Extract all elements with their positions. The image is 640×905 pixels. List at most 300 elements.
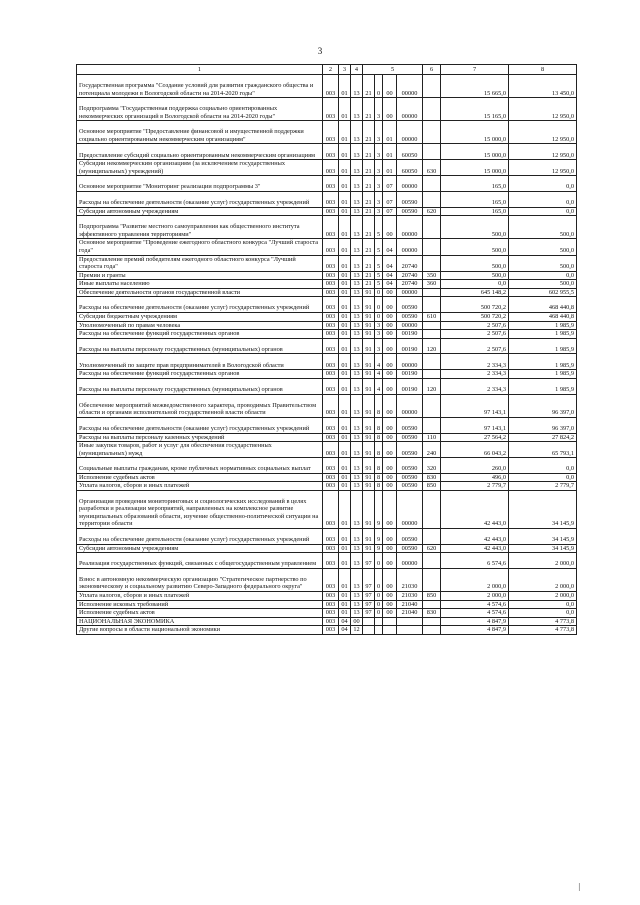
- row-target-code: 91: [363, 313, 375, 322]
- row-expense-type: 830: [423, 473, 441, 482]
- row-amount-2: 500,0: [509, 280, 577, 289]
- row-target-code: 00: [383, 288, 397, 297]
- row-subsection-code: 13: [351, 482, 363, 491]
- row-subsection-code: 13: [351, 354, 363, 370]
- row-expense-type: [423, 98, 441, 121]
- row-target-code: 9: [375, 544, 383, 553]
- row-subsection-code: 13: [351, 207, 363, 216]
- row-target-code: 00: [383, 321, 397, 330]
- row-target-code: 00590: [397, 191, 423, 207]
- row-target-code: 00000: [397, 491, 423, 529]
- row-target-code: 0: [375, 75, 383, 98]
- row-subsection-code: 13: [351, 313, 363, 322]
- row-expense-type: [423, 121, 441, 144]
- row-amount-2: 2 779,7: [509, 482, 577, 491]
- row-expense-type: 240: [423, 442, 441, 458]
- row-amount-2: 2 000,0: [509, 568, 577, 591]
- budget-table: [76, 64, 577, 635]
- row-section-code: 01: [339, 458, 351, 474]
- row-subsection-code: 13: [351, 394, 363, 417]
- row-target-code: 21040: [397, 600, 423, 609]
- row-target-code: 20740: [397, 271, 423, 280]
- row-section-code: 01: [339, 591, 351, 600]
- row-amount-2: 4 773,8: [509, 626, 577, 635]
- row-target-code: 00: [383, 600, 397, 609]
- row-target-code: 00000: [397, 98, 423, 121]
- row-subsection-code: 13: [351, 160, 363, 176]
- row-name: Расходы на выплаты персоналу казенных учреждений: [77, 433, 323, 442]
- row-target-code: 00: [383, 491, 397, 529]
- row-subsection-code: 13: [351, 98, 363, 121]
- row-ved-code: 003: [323, 370, 339, 379]
- row-target-code: 21: [363, 271, 375, 280]
- row-section-code: 01: [339, 330, 351, 339]
- row-target-code: 00: [383, 216, 397, 239]
- row-name: Исполнение исковых требований: [77, 600, 323, 609]
- row-amount-1: 260,0: [441, 458, 509, 474]
- row-section-code: 01: [339, 121, 351, 144]
- row-expense-type: [423, 394, 441, 417]
- row-subsection-code: 13: [351, 417, 363, 433]
- row-target-code: 97: [363, 609, 375, 618]
- row-target-code: 00590: [397, 297, 423, 313]
- row-amount-2: 0,0: [509, 473, 577, 482]
- row-target-code: 00: [383, 609, 397, 618]
- row-target-code: 21040: [397, 609, 423, 618]
- row-ved-code: 003: [323, 98, 339, 121]
- row-target-code: 00000: [397, 394, 423, 417]
- row-target-code: 91: [363, 458, 375, 474]
- row-subsection-code: 13: [351, 553, 363, 569]
- table-row: [77, 280, 577, 289]
- row-target-code: 5: [375, 239, 383, 255]
- row-target-code: 91: [363, 417, 375, 433]
- row-ved-code: 003: [323, 473, 339, 482]
- row-target-code: 00: [383, 473, 397, 482]
- row-amount-1: 645 148,2: [441, 288, 509, 297]
- row-target-code: 00190: [397, 330, 423, 339]
- row-expense-type: 850: [423, 591, 441, 600]
- row-ved-code: 003: [323, 354, 339, 370]
- row-section-code: 01: [339, 338, 351, 354]
- row-name: Подпрограмма "Развитие местного самоуправления как общественного института эффективного управления территориями": [77, 216, 323, 239]
- row-ved-code: 003: [323, 239, 339, 255]
- row-section-code: 01: [339, 491, 351, 529]
- row-subsection-code: 13: [351, 288, 363, 297]
- row-expense-type: 320: [423, 458, 441, 474]
- header-cell: 1: [77, 65, 323, 75]
- row-name: Социальные выплаты гражданам, кроме публичных нормативных социальных выплат: [77, 458, 323, 474]
- row-target-code: 00000: [397, 288, 423, 297]
- row-subsection-code: 13: [351, 297, 363, 313]
- row-target-code: 21: [363, 98, 375, 121]
- row-subsection-code: 13: [351, 442, 363, 458]
- row-amount-1: 2 334,3: [441, 354, 509, 370]
- row-name: Предоставление субсидий социально ориентированным некоммерческим организациям: [77, 144, 323, 160]
- row-amount-1: 165,0: [441, 176, 509, 192]
- table-row: [77, 176, 577, 192]
- row-target-code: [383, 617, 397, 626]
- header-cell: 2: [323, 65, 339, 75]
- row-amount-2: 500,0: [509, 216, 577, 239]
- row-section-code: 04: [339, 626, 351, 635]
- row-section-code: 01: [339, 370, 351, 379]
- row-amount-1: 27 564,2: [441, 433, 509, 442]
- row-target-code: 21030: [397, 591, 423, 600]
- row-target-code: 3: [375, 330, 383, 339]
- row-name: Предоставление премий победителям ежегодного областного конкурса "Лучший староста года": [77, 255, 323, 271]
- table-row: [77, 617, 577, 626]
- row-expense-type: [423, 354, 441, 370]
- row-amount-1: 165,0: [441, 207, 509, 216]
- row-target-code: [375, 626, 383, 635]
- row-amount-1: 2 507,6: [441, 338, 509, 354]
- row-target-code: 20740: [397, 280, 423, 289]
- row-amount-2: 34 145,9: [509, 528, 577, 544]
- row-amount-2: 468 440,8: [509, 297, 577, 313]
- row-target-code: [397, 617, 423, 626]
- row-amount-1: 500,0: [441, 255, 509, 271]
- table-row: [77, 528, 577, 544]
- row-amount-1: 0,0: [441, 280, 509, 289]
- table-row: [77, 482, 577, 491]
- row-subsection-code: 13: [351, 121, 363, 144]
- row-target-code: 97: [363, 591, 375, 600]
- row-section-code: 01: [339, 176, 351, 192]
- row-amount-1: 500 720,2: [441, 297, 509, 313]
- row-name: Реализация государственных функций, связанных с общегосударственным управлением: [77, 553, 323, 569]
- row-name: Взнос в автономную некоммерческую организацию "Стратегическое партнерство по экономическому и социальному развитию Северо-Западного федерального округа": [77, 568, 323, 591]
- row-amount-1: 500,0: [441, 271, 509, 280]
- row-target-code: 00: [383, 378, 397, 394]
- row-amount-1: 2 334,3: [441, 370, 509, 379]
- row-target-code: 5: [375, 280, 383, 289]
- row-amount-2: 12 950,0: [509, 121, 577, 144]
- row-section-code: 01: [339, 568, 351, 591]
- row-section-code: 01: [339, 75, 351, 98]
- row-ved-code: 003: [323, 121, 339, 144]
- row-name: Уполномоченный по защите прав предпринимателей в Вологодской области: [77, 354, 323, 370]
- row-name: Субсидии бюджетным учреждениям: [77, 313, 323, 322]
- row-subsection-code: 13: [351, 568, 363, 591]
- row-section-code: 01: [339, 239, 351, 255]
- row-target-code: 3: [375, 144, 383, 160]
- row-target-code: 3: [375, 121, 383, 144]
- row-target-code: 3: [375, 176, 383, 192]
- row-amount-1: 500,0: [441, 239, 509, 255]
- row-expense-type: [423, 617, 441, 626]
- row-target-code: 04: [383, 271, 397, 280]
- row-expense-type: [423, 239, 441, 255]
- row-name: Подпрограмма "Государственная поддержка социально ориентированных некоммерческих организаций в Вологодской области на 2014-2020 годы": [77, 98, 323, 121]
- row-amount-1: 2 000,0: [441, 591, 509, 600]
- table-row: [77, 271, 577, 280]
- row-ved-code: 003: [323, 207, 339, 216]
- row-target-code: 00: [383, 544, 397, 553]
- table-header: [77, 65, 577, 75]
- row-target-code: 91: [363, 394, 375, 417]
- table-row: [77, 473, 577, 482]
- row-target-code: 0: [375, 297, 383, 313]
- row-amount-1: 2 000,0: [441, 568, 509, 591]
- row-target-code: 8: [375, 482, 383, 491]
- row-section-code: 01: [339, 144, 351, 160]
- row-amount-1: 500,0: [441, 216, 509, 239]
- row-ved-code: 003: [323, 394, 339, 417]
- row-target-code: 04: [383, 239, 397, 255]
- row-target-code: 8: [375, 417, 383, 433]
- row-name: Уполномоченный по правам человека: [77, 321, 323, 330]
- table-row: [77, 491, 577, 529]
- row-name: Иные закупки товаров, работ и услуг для обеспечения государственных (муниципальных) нужд: [77, 442, 323, 458]
- row-subsection-code: 13: [351, 216, 363, 239]
- row-expense-type: [423, 600, 441, 609]
- row-name: Исполнение судебных актов: [77, 609, 323, 618]
- row-expense-type: [423, 568, 441, 591]
- row-target-code: 07: [383, 176, 397, 192]
- row-amount-1: 496,0: [441, 473, 509, 482]
- table-row: [77, 191, 577, 207]
- row-ved-code: 003: [323, 553, 339, 569]
- row-name: Основное мероприятие "Предоставление финансовой и имущественной поддержки социально ориентированным некоммерческим организациям": [77, 121, 323, 144]
- row-section-code: 01: [339, 394, 351, 417]
- row-subsection-code: 13: [351, 609, 363, 618]
- row-section-code: 01: [339, 600, 351, 609]
- row-target-code: 91: [363, 544, 375, 553]
- row-target-code: 21: [363, 239, 375, 255]
- row-amount-1: 97 143,1: [441, 417, 509, 433]
- row-amount-2: 1 985,9: [509, 321, 577, 330]
- row-amount-2: 12 950,0: [509, 160, 577, 176]
- row-target-code: 4: [375, 378, 383, 394]
- table-row: [77, 321, 577, 330]
- row-amount-2: 1 985,9: [509, 370, 577, 379]
- row-target-code: 91: [363, 491, 375, 529]
- row-section-code: 01: [339, 313, 351, 322]
- row-ved-code: 003: [323, 216, 339, 239]
- row-ved-code: 003: [323, 271, 339, 280]
- row-expense-type: [423, 417, 441, 433]
- table-row: [77, 255, 577, 271]
- row-section-code: 01: [339, 98, 351, 121]
- row-expense-type: [423, 75, 441, 98]
- row-name: Обеспечение мероприятий межведомственного характера, проводимых Правительством области и органами исполнительной государственной власти области: [77, 394, 323, 417]
- row-amount-2: 65 793,1: [509, 442, 577, 458]
- row-section-code: 01: [339, 553, 351, 569]
- row-amount-2: 96 397,0: [509, 417, 577, 433]
- row-subsection-code: 13: [351, 528, 363, 544]
- table-row: [77, 600, 577, 609]
- row-target-code: 00: [383, 98, 397, 121]
- row-target-code: 91: [363, 473, 375, 482]
- table-row: [77, 394, 577, 417]
- row-target-code: 00: [383, 568, 397, 591]
- row-target-code: 0: [375, 591, 383, 600]
- row-target-code: 21: [363, 280, 375, 289]
- row-target-code: 00590: [397, 458, 423, 474]
- table-row: [77, 626, 577, 635]
- row-target-code: 5: [375, 216, 383, 239]
- row-ved-code: 003: [323, 313, 339, 322]
- row-amount-2: 1 985,9: [509, 378, 577, 394]
- header-cell: 5: [363, 65, 423, 75]
- table-row: [77, 160, 577, 176]
- row-amount-1: 97 143,1: [441, 394, 509, 417]
- row-target-code: 00: [383, 591, 397, 600]
- table-row: [77, 75, 577, 98]
- row-expense-type: [423, 528, 441, 544]
- row-target-code: 60050: [397, 160, 423, 176]
- row-expense-type: 120: [423, 378, 441, 394]
- row-target-code: 8: [375, 433, 383, 442]
- table-row: [77, 370, 577, 379]
- row-target-code: 0: [375, 553, 383, 569]
- row-target-code: 00: [383, 528, 397, 544]
- row-amount-2: 0,0: [509, 191, 577, 207]
- row-target-code: 07: [383, 207, 397, 216]
- row-ved-code: 003: [323, 433, 339, 442]
- row-subsection-code: 13: [351, 338, 363, 354]
- row-name: Расходы на обеспечение функций государственных органов: [77, 370, 323, 379]
- row-expense-type: [423, 297, 441, 313]
- row-expense-type: [423, 255, 441, 271]
- row-expense-type: [423, 626, 441, 635]
- row-target-code: 5: [375, 271, 383, 280]
- row-subsection-code: 13: [351, 433, 363, 442]
- row-amount-2: 0,0: [509, 176, 577, 192]
- row-target-code: 00590: [397, 482, 423, 491]
- table-row: [77, 144, 577, 160]
- row-ved-code: 003: [323, 280, 339, 289]
- row-ved-code: 003: [323, 442, 339, 458]
- table-row: [77, 591, 577, 600]
- row-subsection-code: 13: [351, 239, 363, 255]
- row-target-code: 60050: [397, 144, 423, 160]
- row-name: Расходы на обеспечение деятельности (оказание услуг) государственных учреждений: [77, 297, 323, 313]
- row-target-code: 00: [383, 330, 397, 339]
- row-amount-2: 500,0: [509, 255, 577, 271]
- row-target-code: 3: [375, 98, 383, 121]
- row-section-code: 01: [339, 255, 351, 271]
- row-target-code: 21: [363, 207, 375, 216]
- row-ved-code: 003: [323, 330, 339, 339]
- row-target-code: 00: [383, 394, 397, 417]
- row-name: Исполнение судебных актов: [77, 473, 323, 482]
- row-target-code: 00: [383, 354, 397, 370]
- row-section-code: 01: [339, 417, 351, 433]
- row-amount-2: 13 450,0: [509, 75, 577, 98]
- row-target-code: 91: [363, 528, 375, 544]
- row-amount-2: 602 955,5: [509, 288, 577, 297]
- row-amount-2: 1 985,9: [509, 338, 577, 354]
- row-name: Субсидии автономным учреждениям: [77, 207, 323, 216]
- row-expense-type: 120: [423, 338, 441, 354]
- row-name: Основное мероприятие "Мониторинг реализации подпрограммы 3": [77, 176, 323, 192]
- row-target-code: 21030: [397, 568, 423, 591]
- row-amount-1: 4 847,9: [441, 617, 509, 626]
- row-ved-code: 003: [323, 417, 339, 433]
- row-subsection-code: 13: [351, 280, 363, 289]
- row-amount-2: 12 950,0: [509, 144, 577, 160]
- table-row: [77, 553, 577, 569]
- row-target-code: 9: [375, 491, 383, 529]
- row-name: Расходы на обеспечение деятельности (оказание услуг) государственных учреждений: [77, 417, 323, 433]
- row-expense-type: 850: [423, 482, 441, 491]
- row-target-code: 00: [383, 313, 397, 322]
- row-target-code: 00000: [397, 176, 423, 192]
- row-amount-1: 42 443,0: [441, 528, 509, 544]
- table-row: [77, 609, 577, 618]
- row-amount-1: 2 507,6: [441, 321, 509, 330]
- table-row: [77, 207, 577, 216]
- row-subsection-code: 13: [351, 591, 363, 600]
- row-expense-type: [423, 321, 441, 330]
- row-target-code: 91: [363, 433, 375, 442]
- row-subsection-code: 13: [351, 473, 363, 482]
- table-row: [77, 98, 577, 121]
- row-target-code: 21: [363, 216, 375, 239]
- row-subsection-code: 13: [351, 144, 363, 160]
- row-amount-1: 66 043,2: [441, 442, 509, 458]
- row-target-code: 21: [363, 75, 375, 98]
- row-target-code: 00: [383, 442, 397, 458]
- row-amount-2: 2 000,0: [509, 553, 577, 569]
- row-ved-code: 003: [323, 568, 339, 591]
- row-name: Другие вопросы в области национальной экономики: [77, 626, 323, 635]
- row-target-code: 3: [375, 207, 383, 216]
- row-target-code: 21: [363, 176, 375, 192]
- row-ved-code: 003: [323, 75, 339, 98]
- row-section-code: 01: [339, 442, 351, 458]
- row-target-code: 00000: [397, 216, 423, 239]
- row-target-code: 00000: [397, 553, 423, 569]
- row-subsection-code: 13: [351, 370, 363, 379]
- row-target-code: 3: [375, 338, 383, 354]
- row-target-code: 04: [383, 255, 397, 271]
- row-amount-2: 1 985,9: [509, 354, 577, 370]
- row-section-code: 01: [339, 280, 351, 289]
- row-target-code: 0: [375, 609, 383, 618]
- row-expense-type: 620: [423, 207, 441, 216]
- table-row: [77, 239, 577, 255]
- row-target-code: 4: [375, 370, 383, 379]
- row-amount-1: 15 665,0: [441, 75, 509, 98]
- row-target-code: 00590: [397, 528, 423, 544]
- row-section-code: 01: [339, 528, 351, 544]
- table-row: [77, 378, 577, 394]
- row-amount-1: 2 507,6: [441, 330, 509, 339]
- header-cell: 4: [351, 65, 363, 75]
- row-subsection-code: 13: [351, 378, 363, 394]
- row-ved-code: 003: [323, 528, 339, 544]
- row-name: Премии и гранты: [77, 271, 323, 280]
- row-target-code: 00590: [397, 442, 423, 458]
- row-amount-2: 34 145,9: [509, 544, 577, 553]
- row-name: Расходы на обеспечение деятельности (оказание услуг) государственных учреждений: [77, 191, 323, 207]
- row-expense-type: [423, 370, 441, 379]
- row-name: Расходы на обеспечение деятельности (оказание услуг) государственных учреждений: [77, 528, 323, 544]
- row-name: Расходы на выплаты персоналу государственных (муниципальных) органов: [77, 338, 323, 354]
- row-expense-type: 630: [423, 160, 441, 176]
- row-amount-2: 96 397,0: [509, 394, 577, 417]
- row-ved-code: 003: [323, 458, 339, 474]
- row-ved-code: 003: [323, 544, 339, 553]
- row-target-code: 01: [383, 144, 397, 160]
- row-target-code: 00190: [397, 370, 423, 379]
- row-amount-1: 500 720,2: [441, 313, 509, 322]
- table-row: [77, 568, 577, 591]
- row-name: Обеспечение деятельности органов государственной власти: [77, 288, 323, 297]
